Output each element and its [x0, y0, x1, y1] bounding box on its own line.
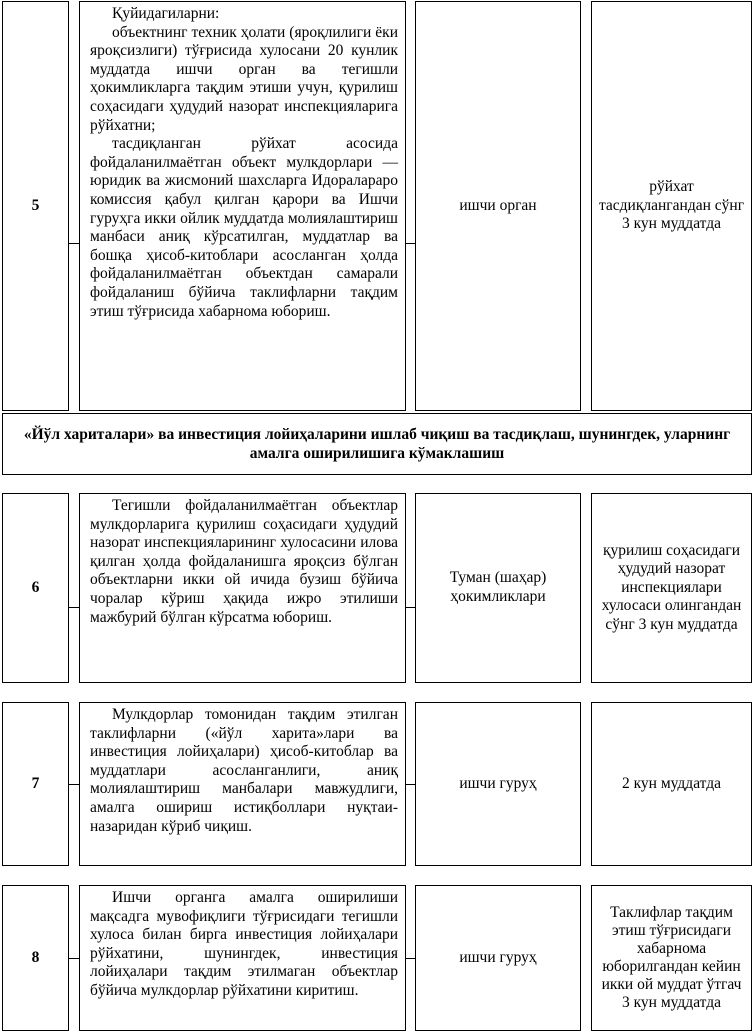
- row-5-task: [79, 1, 406, 411]
- row-6-paragraph-1: Тегишли фойдаланилмаётган объектлар мулкдорларига қурилиш соҳасидаги ҳудудий назорат инспекцияларининг хулосасини илова қилган ҳолда фойдаланишга яроқсиз бўлган объектларни икки ой ичида бузиш бўйича чоралар кўриш ҳақида ижро этилиши мажбурий бўлган кўрсатма юбориш.: [90, 497, 398, 626]
- row-7-connector-left: [69, 784, 79, 785]
- row-8-paragraph-1: Ишчи органга амалга оширилиши мақсадга мувофиқлиги тўғрисидаги тегишли хулоса билан бирга инвестиция лойиҳалари рўйхатини, шунингдек, инвестиция лойиҳалари тақдим этилмаган объектлар бўйича мулкдорлар рўйхатини киритиш.: [90, 889, 398, 999]
- row-6-responsible-text: Туман (шаҳар) ҳокимликлари: [449, 569, 547, 605]
- row-6-deadline: [591, 493, 752, 683]
- section-heading: «Йўл хариталари» ва инвестиция лойиҳаларини ишлаб чиқиш ва тасдиқлаш, шунингдек, уларнинг амалга оширилишига кўмаклашиш: [2, 413, 752, 475]
- row-8-responsible-text: ишчи гуруҳ: [459, 948, 537, 966]
- row-5-deadline-text: рўйхат тасдиқлангандан сўнг 3 кун муддатда: [598, 178, 745, 233]
- row-6-responsible: [415, 493, 581, 683]
- row-7-paragraph-1: Мулкдорлар томонидан тақдим этилган таклифларни («йўл харита»лари ва инвестиция лойиҳалари) ҳисоб-китоблар ва муддатлари асосланганлиги, аниқ молиялаштириш манбалари мавжудлиги, амалга ошириш истиқболлари нуқтаи-назаридан кўриб чиқиш.: [90, 706, 398, 835]
- row-5-responsible: [415, 1, 581, 411]
- row-5-number: 5: [2, 1, 69, 411]
- row-7-responsible-text: ишчи гуруҳ: [459, 774, 537, 792]
- row-8-number: 8: [2, 885, 69, 1031]
- row-5-connector-left: [69, 243, 79, 244]
- row-8-connector-left: [69, 958, 79, 959]
- row-7-deadline-text: 2 кун муддатда: [621, 774, 722, 792]
- row-5-paragraph-3: тасдиқланган рўйхат асосида фойдаланилмаётган объект мулкдорлари — юридик ва жисмоний шахсларга Идоралараро комиссия қабул қилган қарори ва Ишчи гуруҳга икки ойлик муддатда молиялаштириш манбаси аниқ кўрсатилган, муддатлар ва бошқа ҳисоб-китоблари асосланган ҳолда фойдаланилмаётган объектдан самарали фойдаланиш бўйича таклифларни тақдим этиш тўғрисида хабарнома юбориш.: [90, 135, 398, 320]
- row-7-task: [79, 702, 406, 866]
- row-5-paragraph-2: объектнинг техник ҳолати (яроқлилиги ёки яроқсизлиги) тўғрисида хулосани 20 кунлик муддатда ишчи орган ва тегишли ҳокимликларга тақдим этиши учун, қурилиш соҳасидаги ҳудудий назорат инспекцияларига рўйхатни;: [90, 23, 398, 134]
- row-7-number: 7: [2, 702, 69, 866]
- row-6-connector-right: [406, 607, 416, 608]
- row-8-deadline-text: Таклифлар тақдим этиш тўғрисидаги хабарнома юборилгандан кейин икки ой муддат ўтгач 3 кун муддатда: [601, 904, 742, 1011]
- row-8-responsible: [415, 885, 581, 1031]
- row-6-deadline-text: қурилиш соҳасидаги ҳудудий назорат инспекциялари хулосаси олингандан сўнг 3 кун муддатда: [601, 541, 742, 633]
- row-6-connector-left: [69, 607, 79, 608]
- row-8-deadline: [591, 885, 752, 1031]
- row-8-task: [79, 885, 406, 1031]
- row-8-connector-right: [406, 958, 416, 959]
- row-5-deadline: [591, 1, 752, 411]
- row-5-connector-right: [406, 243, 416, 244]
- row-6-number: 6: [2, 493, 69, 683]
- row-6-task: [79, 493, 406, 683]
- row-5-responsible-text: ишчи орган: [459, 196, 537, 214]
- row-7-responsible: [415, 702, 581, 866]
- row-7-connector-right: [406, 784, 416, 785]
- row-7-deadline: [591, 702, 752, 866]
- row-5-paragraph-1: Қуйидагиларни:: [112, 5, 220, 22]
